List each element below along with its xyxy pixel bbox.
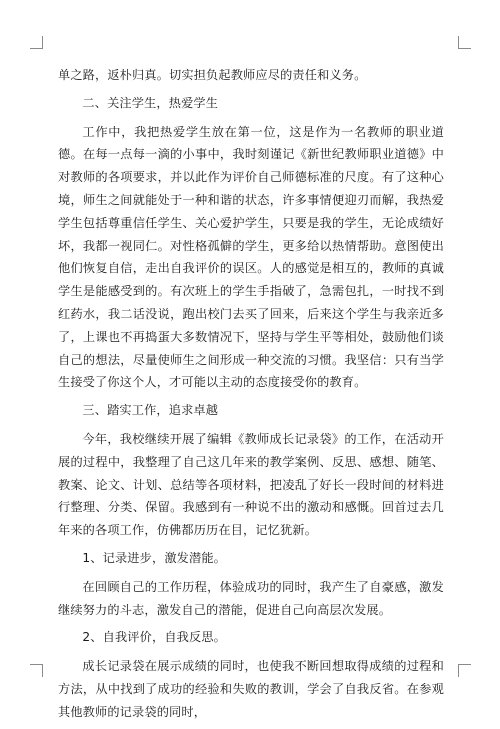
subheading-self-evaluation: 2、自我评价，自我反思。 — [82, 630, 227, 645]
crop-mark-bottom-right — [458, 664, 471, 677]
crop-mark-bottom-left — [30, 664, 43, 677]
crop-mark-top-left — [30, 36, 43, 49]
document-body — [58, 64, 444, 729]
paragraph-care-for-students: 工作中，我把热爱学生放在第一位，这是作为一名教师的职业道德。在每一点每一滴的小事中，我时刻谨记《新世纪教师职业道德》中对教师的各项要求，并以此作为评价自己师德标准的尺度。有了这种心境，师生之间就能处于一种和谐的状态，许多事情便迎刃而解，我热爱学生包括尊重信任学生、关心爱护学生，只要是我的学生，无论成绩好坏，我都一视同仁。对性格孤僻的学生，更多给以热情帮助。意图使出他们恢复自信，走出自我评价的误区。人的感觉是相互的，教师的真诚学生是能感受到的。有次班上的学生手指破了，急需包扎，一时找不到红药水，我二话没说，跑出校门去买了回来，后来这个学生与我亲近多了，上课也不再捣蛋大多数情况下，坚持与学生平等相处，鼓励他们谈自己的想法，尽量使师生之间形成一种交流的习惯。我坚信：只有当学生接受了你这个人，才可能以主动的态度接受你的教育。 — [58, 124, 444, 390]
subheading-record-progress: 1、记录进步，激发潜能。 — [82, 550, 227, 565]
paragraph-record-progress: 在回顾自己的工作历程，体验成功的同时，我产生了自豪感，激发继续努力的斗志，激发自己的潜能，促进自己向高层次发展。 — [58, 579, 444, 617]
crop-mark-top-right — [458, 36, 471, 49]
paragraph-continuation: 单之路，返朴归真。切实担负起教师应尽的责任和义务。 — [58, 68, 367, 82]
section-heading-diligent-work: 三、踏实工作，追求卓越 — [82, 403, 219, 418]
section-heading-care-for-students: 二、关注学生，热爱学生 — [82, 95, 219, 110]
paragraph-growth-record: 今年，我校继续开展了编辑《教师成长记录袋》的工作，在活动开展的过程中，我整理了自己这几年来的教学案例、反思、感想、随笔、教案、论文、计划、总结等各项材料，把凌乱了好长一段时间的材料进行整理、分类、保留。我感到有一种说不出的激动和感慨。回首过去几年来的各项工作，仿佛都历历在目，记忆犹新。 — [58, 431, 444, 538]
paragraph-self-evaluation: 成长记录袋在展示成绩的同时，也使我不断回想取得成绩的过程和方法，从中找到了成功的经验和失败的教训，学会了自我反省。在参观其他教师的记录袋的同时， — [58, 659, 444, 719]
